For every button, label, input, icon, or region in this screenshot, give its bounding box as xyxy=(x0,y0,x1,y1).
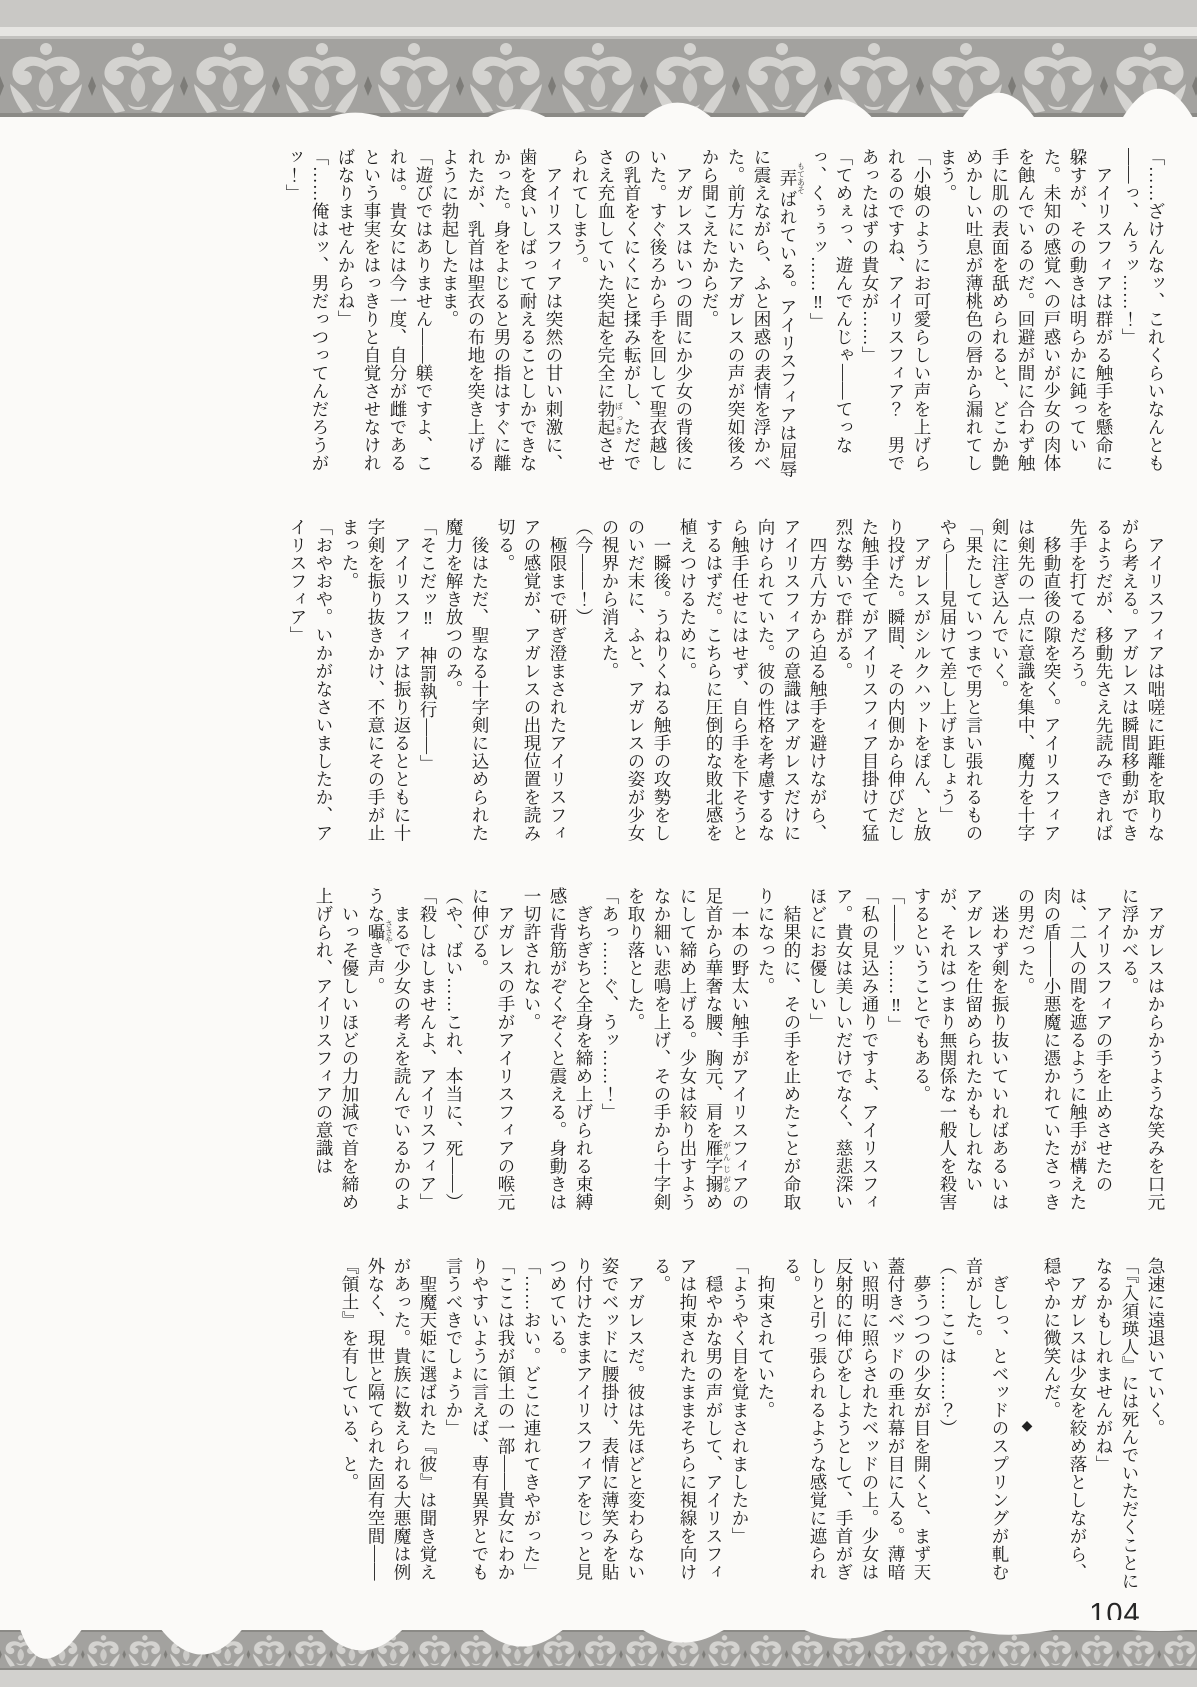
paragraph: アイリスフィアの手を止めさせたのは、二人の間を遮るように触手が構えた肉の盾――小悪魔に憑かれていたさっきの男だった。 xyxy=(1016,887,1114,1211)
text-band-4 xyxy=(137,1257,1169,1595)
paragraph: 後はただ、聖なる十字剣に込められた魔力を解き放つのみ。 xyxy=(444,518,490,842)
paragraph: 極限まで研ぎ澄まされたアイリスフィアの感覚が、アガレスの出現位置を読み切る。 xyxy=(496,518,568,842)
paragraph: まるで少女の考えを読んでいるかのような囁ささやき声。 xyxy=(366,887,412,1211)
paragraph: 「『入須瑛人』には死んでいただくことになるかもしれませんがね」 xyxy=(1094,1257,1140,1591)
paragraph: 「殺しはしませんよ、アイリスフィア」 xyxy=(418,887,438,1211)
paragraph: （……ここは……？） xyxy=(938,1257,958,1437)
paragraph: 移動直後の隙を突く。アイリスフィアは剣先の一点に意識を集中、魔力を十字剣に注ぎ込んでいく。 xyxy=(990,518,1062,842)
paragraph: アイリスフィアは咄嗟に距離を取りながら考える。アガレスは瞬間移動ができるようだが、移動先さえ先読みできれば先手を打てるだろう。 xyxy=(1068,518,1166,842)
paragraph: 四方八方から迫る触手を避けながら、アイリスフィアの意識はアガレスだけに向けられていた。彼の性格を考慮するなら触手任せにはせず、自ら手を下そうとするはずだ。こちらに圧倒的な敗北感を植えつけるために。 xyxy=(678,518,828,842)
text-band-1 xyxy=(137,148,1169,486)
paragraph: 「……ざけんなッ、これくらいなんとも――っ、んぅッ……！」 xyxy=(1120,148,1166,472)
paragraph: 弄もてあそばれている。アイリスフィアは屈辱に震えながら、ふと困惑の表情を浮かべた。前方にいたアガレスの声が突如後ろから聞こえたからだ。 xyxy=(700,148,806,478)
paragraph: アガレスがシルクハットをぽん、と放り投げた。瞬間、その内側から伸びだした触手全てがアイリスフィア目掛けて猛烈な勢いで群がる。 xyxy=(834,518,932,842)
paragraph: 「……俺はッ、男だっつってんだろうがッ！」 xyxy=(284,148,330,472)
paragraph: 聖魔天姫に選ばれた『彼』は聞き覚えがあった。貴族に数えられる大悪魔は例外なく、現世と隔てられた固有空間――『領土』を有している、と。 xyxy=(340,1257,438,1581)
top-ornament-border xyxy=(0,0,1197,134)
paragraph: アイリスフィアは群がる触手を懸命に躱すが、その動きは明らかに鈍っていた。未知の感覚への戸惑いが少女の肉体を蝕んでいるのだ。回避が間に合わず触手に肌の表面を舐められると、どこか艶めかしい吐息が薄桃色の唇から漏れてしまう。 xyxy=(938,148,1114,472)
paragraph: 夢うつつの少女が目を開くと、まず天蓋付きベッドの垂れ幕が目に入る。薄暗い照明に照らされたベッドの上。少女は反射的に伸びをしようとして、手首がぎしりと引っ張られるような感覚に遮られる。 xyxy=(782,1257,932,1581)
paragraph: 「遊びではありません――躾ですよ、これは。貴女には今一度、自分が雌であるという事実をはっきりと自覚させなければなりませんからね」 xyxy=(336,148,434,472)
paragraph: 「私の見込み通りですよ、アイリスフィア。貴女は美しいだけでなく、慈悲深いほどにお優しい」 xyxy=(808,887,880,1211)
paragraph: （今――！） xyxy=(574,518,594,626)
paragraph: 「ようやく目を覚まされましたか」 xyxy=(730,1257,750,1545)
paragraph: 「……おい。どこに連れてきやがった」 xyxy=(522,1257,542,1581)
paragraph: 一本の野太い触手がアイリスフィアの足首から華奢な腰、胸元、肩を雁字がんじ搦がらめにして締め上げる。少女は絞り出すようなか細い悲鳴を上げ、その手から十字剣を取り落とした。 xyxy=(626,887,750,1211)
bottom-ornament-border xyxy=(0,1620,1197,1687)
paragraph: 結果的に、その手を止めたことが命取りになった。 xyxy=(756,887,802,1211)
paragraph: アガレスの手がアイリスフィアの喉元に伸びる。 xyxy=(470,887,516,1211)
paragraph: アガレスはいつの間にか少女の背後にいた。すぐ後ろから手を回して聖衣越しの乳首をくにくにと揉み転がし、ただでさえ充血していた突起を完全に勃起ぼっきさせられてしまう。 xyxy=(570,148,694,472)
paragraph: ぎちぎちと全身を締め上げられる束縛感に背筋がぞくぞくと震える。身動きは一切許されない。 xyxy=(522,887,594,1211)
paragraph: 「ここは我が領土の一部――貴女にわかりやすいように言えば、専有異界とでも言うべきでしょうか」 xyxy=(444,1257,516,1581)
paragraph: 「そこだッ‼ 神罰執行――」 xyxy=(418,518,438,773)
paragraph: アイリスフィアは突然の甘い刺激に、歯を食いしばって耐えることしかできなかった。身をよじると男の指はすぐに離れたが、乳首は聖衣の布地を突き上げるように勃起したまま。 xyxy=(440,148,564,472)
paragraph: 「おやおや。いかがなさいましたか、アイリスフィア」 xyxy=(288,518,334,842)
paragraph: ぎしっ、とベッドのスプリングが軋む音がした。 xyxy=(964,1257,1010,1581)
paragraph: 急速に遠退いていく。 xyxy=(1146,1257,1166,1437)
paragraph: （や、ばい……これ、本当に、死――） xyxy=(444,887,464,1211)
paragraph: 「――ッ……‼」 xyxy=(886,887,906,1034)
paragraph: 穏やかな男の声がして、アイリスフィアは拘束されたままそちらに視線を向ける。 xyxy=(652,1257,724,1581)
section-break-diamond: ◆ xyxy=(1019,1417,1034,1435)
paragraph: アガレスはからかうような笑みを口元に浮かべる。 xyxy=(1120,887,1166,1211)
paragraph: アイリスフィアは振り返るとともに十字剣を振り抜きかけ、不意にその手が止まった。 xyxy=(340,518,412,842)
paragraph: 一瞬後。うねりくねる触手の攻勢をしのいだ末に、ふと、アガレスの姿が少女の視界から消えた。 xyxy=(600,518,672,842)
paragraph: 「小娘のようにお可愛らしい声を上げられるのですね、アイリスフィア？ 男であったはずの貴女が……」 xyxy=(860,148,932,472)
text-band-3 xyxy=(137,887,1169,1225)
paragraph: 「てめぇっ、遊んでんじゃ――てっなっ、くぅぅッ……‼」 xyxy=(808,148,854,454)
text-band-2 xyxy=(137,518,1169,856)
paragraph: 「果たしていつまで男と言い張れるものやら――見届けて差し上げましょう」 xyxy=(938,518,984,842)
paragraph: 「あっ……ぐ、うッ……！」 xyxy=(600,887,620,1121)
paragraph: アガレスは少女を絞め落としながら、穏やかに微笑んだ。 xyxy=(1042,1257,1088,1581)
paragraph: いっそ優しいほどの力加減で首を締め上げられ、アイリスフィアの意識は xyxy=(314,887,360,1211)
paragraph: 迷わず剣を振り抜いていればあるいはアガレスを仕留められたかもしれないが、それはつまり無関係な一般人を殺害するということでもある。 xyxy=(912,887,1010,1211)
paragraph: 拘束されていた。 xyxy=(756,1257,776,1419)
paragraph: アガレスだ。彼は先ほどと変わらない姿でベッドに腰掛け、表情に薄笑みを貼り付けたままアイリスフィアをじっと見つめている。 xyxy=(548,1257,646,1581)
page-number: 104 xyxy=(1089,1598,1141,1630)
